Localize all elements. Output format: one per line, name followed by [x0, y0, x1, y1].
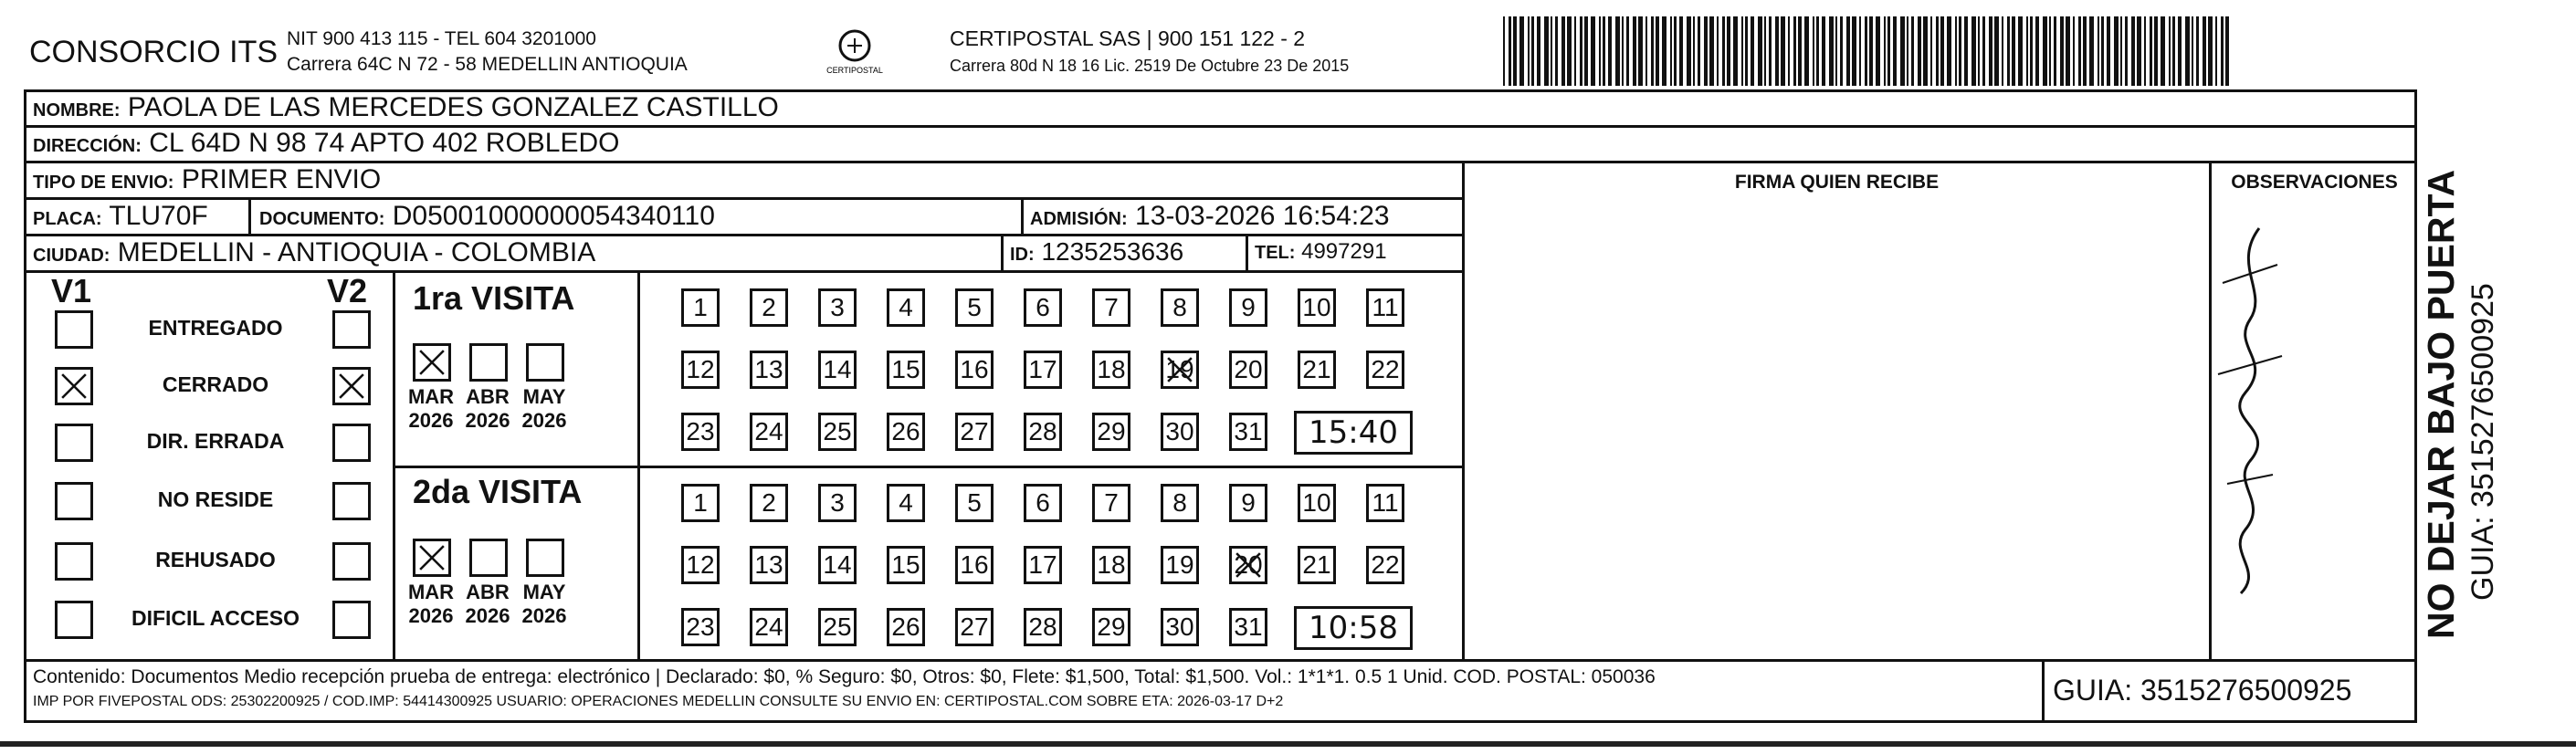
first-visit-day-9[interactable]: 9 — [1229, 288, 1267, 327]
document-field: DOCUMENTO: D05001000000054340110 — [259, 201, 715, 231]
second-visit-day-22[interactable]: 22 — [1366, 546, 1404, 584]
second-visit-month-may-checkbox[interactable] — [526, 539, 564, 577]
certipostal-logo — [820, 26, 889, 80]
status-label: DIR. ERRADA — [146, 429, 285, 453]
status-label: REHUSADO — [155, 548, 276, 571]
second-visit-day-20[interactable]: 20 — [1229, 546, 1267, 584]
v2-checkbox-1[interactable] — [332, 310, 371, 349]
first-visit-day-13[interactable]: 13 — [750, 351, 788, 389]
second-visit-day-18[interactable]: 18 — [1092, 546, 1130, 584]
status-label: CERRADO — [162, 372, 269, 396]
first-visit-day-19[interactable]: 19 — [1161, 351, 1199, 389]
first-visit-day-18[interactable]: 18 — [1092, 351, 1130, 389]
v1-checkbox-2[interactable] — [55, 367, 93, 405]
second-visit-day-10[interactable]: 10 — [1298, 484, 1336, 522]
admission-field: ADMISIÓN: 13-03-2026 16:54:23 — [1030, 201, 1390, 231]
second-visit-day-21[interactable]: 21 — [1298, 546, 1336, 584]
first-visit-day-12[interactable]: 12 — [681, 351, 720, 389]
v1-label: V1 — [51, 272, 92, 309]
first-visit-day-15[interactable]: 15 — [887, 351, 925, 389]
second-visit-day-6[interactable]: 6 — [1024, 484, 1062, 522]
first-visit-day-23[interactable]: 23 — [681, 413, 720, 451]
first-visit-day-10[interactable]: 10 — [1298, 288, 1336, 327]
second-visit-title: 2da VISITA — [413, 473, 583, 510]
first-visit-month-label: MAR 2026 — [407, 385, 455, 432]
second-visit-day-24[interactable]: 24 — [750, 608, 788, 646]
second-visit-month-label: ABR 2026 — [465, 581, 510, 627]
first-visit-month-may-checkbox[interactable] — [526, 343, 564, 382]
document-value: D05001000000054340110 — [392, 201, 715, 231]
first-visit-day-20[interactable]: 20 — [1229, 351, 1267, 389]
first-visit-title: 1ra VISITA — [413, 279, 575, 317]
recipient-name-field: NOMBRE: PAOLA DE LAS MERCEDES GONZALEZ CASTILLO — [33, 92, 779, 122]
company-name: CONSORCIO ITS — [29, 35, 279, 69]
first-visit-month-label: ABR 2026 — [465, 385, 510, 432]
first-visit-day-7[interactable]: 7 — [1092, 288, 1130, 327]
signature-header: FIRMA QUIEN RECIBE — [1734, 172, 1940, 193]
shipment-type-field: TIPO DE ENVIO: PRIMER ENVIO — [33, 164, 382, 194]
second-visit-time[interactable]: 10:58 — [1294, 606, 1413, 650]
first-visit-day-17[interactable]: 17 — [1024, 351, 1062, 389]
second-visit-month-mar-checkbox[interactable] — [413, 539, 451, 577]
first-visit-day-4[interactable]: 4 — [887, 288, 925, 327]
first-visit-day-25[interactable]: 25 — [818, 413, 857, 451]
v2-label: V2 — [327, 272, 368, 309]
second-visit-day-16[interactable]: 16 — [955, 546, 994, 584]
first-visit-month-mar-checkbox[interactable] — [413, 343, 451, 382]
second-visit-day-19[interactable]: 19 — [1161, 546, 1199, 584]
second-visit-day-2[interactable]: 2 — [750, 484, 788, 522]
plate-field: PLACA: TLU70F — [33, 201, 208, 231]
carrier-name: CERTIPOSTAL SAS | 900 151 122 - 2 — [950, 26, 1306, 50]
first-visit-day-3[interactable]: 3 — [818, 288, 857, 327]
v1-checkbox-1[interactable] — [55, 310, 93, 349]
tel-field: TEL: 4997291 — [1255, 239, 1387, 264]
second-visit-day-30[interactable]: 30 — [1161, 608, 1199, 646]
footer-guide-number: GUIA: 3515276500925 — [2053, 674, 2352, 707]
v2-checkbox-3[interactable] — [332, 424, 371, 462]
second-visit-day-11[interactable]: 11 — [1366, 484, 1404, 522]
barcode — [1503, 16, 2234, 86]
company-nit: NIT 900 413 115 - TEL 604 3201000 — [287, 28, 596, 49]
first-visit-day-22[interactable]: 22 — [1366, 351, 1404, 389]
second-visit-day-1[interactable]: 1 — [681, 484, 720, 522]
second-visit-day-17[interactable]: 17 — [1024, 546, 1062, 584]
second-visit-day-25[interactable]: 25 — [818, 608, 857, 646]
carrier-address: Carrera 80d N 18 16 Lic. 2519 De Octubre 23 De 2015 — [950, 57, 1350, 75]
id-field: ID: 1235253636 — [1010, 237, 1184, 266]
second-visit-day-12[interactable]: 12 — [681, 546, 720, 584]
first-visit-day-16[interactable]: 16 — [955, 351, 994, 389]
second-visit-month-abr-checkbox[interactable] — [469, 539, 508, 577]
first-visit-day-6[interactable]: 6 — [1024, 288, 1062, 327]
city-field: CIUDAD: MEDELLIN - ANTIOQUIA - COLOMBIA — [33, 237, 596, 267]
second-visit-day-29[interactable]: 29 — [1092, 608, 1130, 646]
tel-value: 4997291 — [1301, 239, 1387, 264]
second-visit-day-13[interactable]: 13 — [750, 546, 788, 584]
second-visit-day-31[interactable]: 31 — [1229, 608, 1267, 646]
first-visit-month-label: MAY 2026 — [521, 385, 567, 432]
v2-checkbox-5[interactable] — [332, 542, 371, 581]
first-visit-month-abr-checkbox[interactable] — [469, 343, 508, 382]
first-visit-day-24[interactable]: 24 — [750, 413, 788, 451]
shipment-type-value: PRIMER ENVIO — [181, 164, 382, 194]
v2-checkbox-2[interactable] — [332, 367, 371, 405]
v1-checkbox-5[interactable] — [55, 542, 93, 581]
second-visit-day-4[interactable]: 4 — [887, 484, 925, 522]
v1-checkbox-4[interactable] — [55, 482, 93, 520]
second-visit-day-14[interactable]: 14 — [818, 546, 857, 584]
second-visit-day-26[interactable]: 26 — [887, 608, 925, 646]
address-value: CL 64D N 98 74 APTO 402 ROBLEDO — [149, 128, 620, 158]
second-visit-day-23[interactable]: 23 — [681, 608, 720, 646]
admission-value: 13-03-2026 16:54:23 — [1135, 201, 1390, 231]
content-description: Contenido: Documentos Medio recepción prueba de entrega: electrónico | Declarado: $0, % Seguro: $0, Otros: $0, Flete: $1,500, Total: $1,500. Vol.: 1*1*1. 0.5 1 Unid. COD. POSTAL: 050036 — [33, 666, 1656, 687]
plate-value: TLU70F — [109, 201, 208, 231]
first-visit-day-8[interactable]: 8 — [1161, 288, 1199, 327]
second-visit-month-label: MAY 2026 — [521, 581, 567, 627]
first-visit-day-28[interactable]: 28 — [1024, 413, 1062, 451]
status-label: NO RESIDE — [157, 487, 274, 511]
status-label: ENTREGADO — [148, 316, 283, 340]
second-visit-day-7[interactable]: 7 — [1092, 484, 1130, 522]
first-visit-day-29[interactable]: 29 — [1092, 413, 1130, 451]
svg-text:CERTIPOSTAL: CERTIPOSTAL — [826, 66, 883, 75]
first-visit-day-5[interactable]: 5 — [955, 288, 994, 327]
v1-checkbox-3[interactable] — [55, 424, 93, 462]
id-value: 1235253636 — [1041, 237, 1184, 266]
first-visit-day-14[interactable]: 14 — [818, 351, 857, 389]
second-visit-day-9[interactable]: 9 — [1229, 484, 1267, 522]
first-visit-day-30[interactable]: 30 — [1161, 413, 1199, 451]
side-guide-number: GUIA: 3515276500925 — [2466, 283, 2500, 601]
first-visit-day-27[interactable]: 27 — [955, 413, 994, 451]
v2-checkbox-4[interactable] — [332, 482, 371, 520]
paper-edge — [0, 741, 2576, 747]
first-visit-time[interactable]: 15:40 — [1294, 411, 1413, 455]
second-visit-day-5[interactable]: 5 — [955, 484, 994, 522]
first-visit-day-11[interactable]: 11 — [1366, 288, 1404, 327]
second-visit-day-15[interactable]: 15 — [887, 546, 925, 584]
v1-checkbox-6[interactable] — [55, 601, 93, 639]
do-not-leave-under-door: NO DEJAR BAJO PUERTA — [2420, 169, 2462, 639]
address-field: DIRECCIÓN: CL 64D N 98 74 APTO 402 ROBLEDO — [33, 128, 620, 158]
second-visit-month-label: MAR 2026 — [407, 581, 455, 627]
first-visit-day-2[interactable]: 2 — [750, 288, 788, 327]
second-visit-day-28[interactable]: 28 — [1024, 608, 1062, 646]
status-label: DIFICIL ACCESO — [131, 606, 300, 630]
v2-checkbox-6[interactable] — [332, 601, 371, 639]
recipient-name: PAOLA DE LAS MERCEDES GONZALEZ CASTILLO — [127, 92, 779, 122]
company-address: Carrera 64C N 72 - 58 MEDELLIN ANTIOQUIA — [287, 54, 688, 75]
second-visit-day-8[interactable]: 8 — [1161, 484, 1199, 522]
city-value: MEDELLIN - ANTIOQUIA - COLOMBIA — [117, 237, 596, 267]
observations-header: OBSERVACIONES — [2231, 172, 2398, 193]
handwritten-signature — [2195, 210, 2296, 602]
first-visit-day-31[interactable]: 31 — [1229, 413, 1267, 451]
second-visit-day-27[interactable]: 27 — [955, 608, 994, 646]
first-visit-day-1[interactable]: 1 — [681, 288, 720, 327]
print-info: IMP POR FIVEPOSTAL ODS: 25302200925 / COD.IMP: 54414300925 USUARIO: OPERACIONES MEDELLIN CONSULTE SU ENVIO EN: CERTIPOSTAL.COM SOBRE ETA: 2026-03-17 D+2 — [33, 694, 1284, 709]
first-visit-day-21[interactable]: 21 — [1298, 351, 1336, 389]
second-visit-day-3[interactable]: 3 — [818, 484, 857, 522]
first-visit-day-26[interactable]: 26 — [887, 413, 925, 451]
